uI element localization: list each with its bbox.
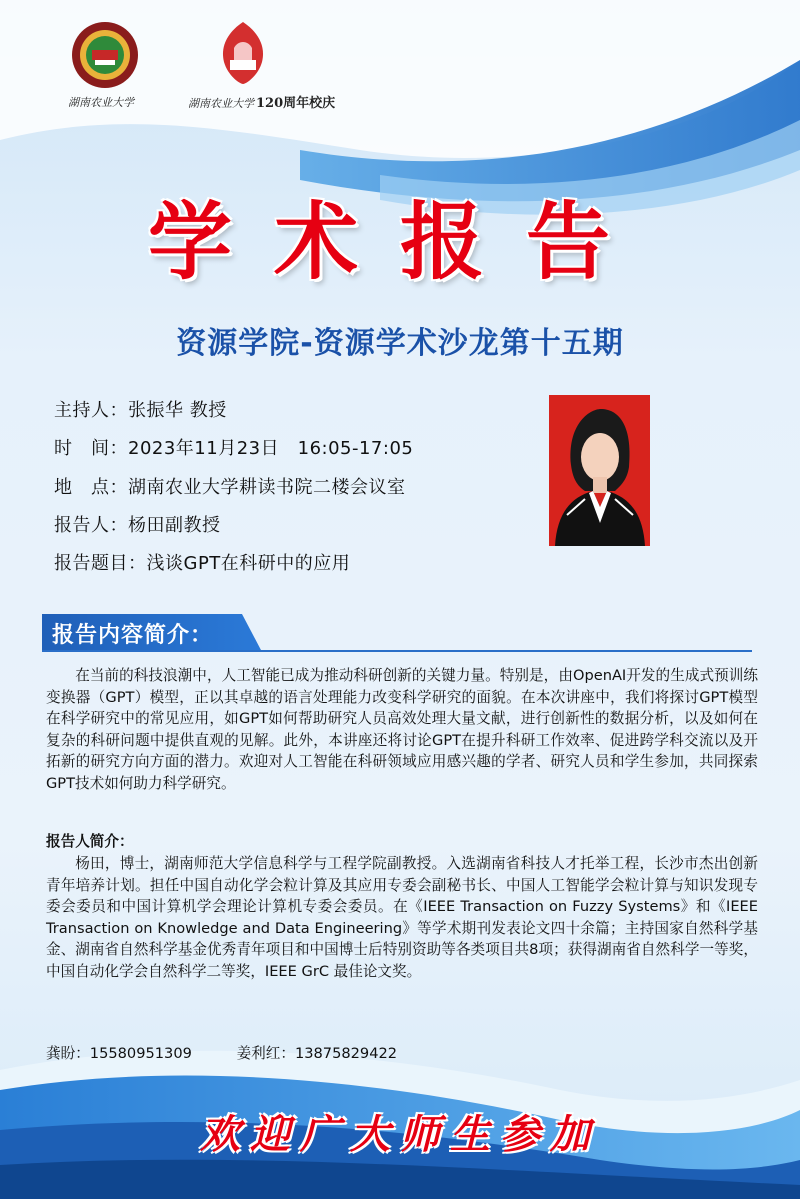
host-line: 主持人：张振华 教授 [54,400,227,421]
logo1-caption: 湖南农业大学 [68,96,134,109]
speaker-line: 报告人：杨田副教授 [54,515,221,536]
topic-line: 报告题目：浅谈GPT在科研中的应用 [54,553,351,574]
anniversary-logo-icon [210,18,276,88]
university-seal-icon [70,20,140,90]
welcome-slogan: 欢迎广大师生参加 [200,1111,600,1158]
logo2-caption-name: 湖南农业大学 [188,97,254,110]
contact-1: 龚盼：15580951309 [46,1045,192,1062]
speaker-photo [549,395,650,546]
section-title: 报告内容简介： [52,623,214,648]
contacts [46,1042,437,1063]
contact-2: 姜利红：13875829422 [236,1045,398,1062]
bio-paragraph: 杨田，博士，湖南师范大学信息科学与工程学院副教授。入选湖南省科技人才托举工程，长沙市杰出创新青年培养计划。担任中国自动化学会粒计算及其应用专委会副秘书长、中国人工智能学会粒计算与知识发现专委会委员和中国计算机学会理论计算机专委会委员。在《IEEE Transaction on Fuzzy Systems》和《IEEE Transaction on Knowledge and Data Engineering》等学术期刊发表论文四十余篇；主持国家自然科学基金、湖南省自然科学基金优秀青年项目和中国博士后特别资助等各类项目共8项；获得湖南省自然科学一等奖，中国自动化学会自然科学二等奖，IEEE GrC 最佳论文奖。 [46,855,758,980]
place-line: 地 点：湖南农业大学耕读书院二楼会议室 [54,477,406,498]
main-title: 学术报告 [147,192,652,291]
anniversary-label: 120周年校庆 [256,96,336,111]
section-divider [42,650,752,652]
logo2-caption [188,92,335,111]
bio-heading: 报告人简介： [46,833,134,850]
time-line: 时 间：2023年11月23日 16:05-17:05 [54,438,414,459]
abstract-paragraph: 在当前的科技浪潮中，人工智能已成为推动科研创新的关键力量。特别是，由OpenAI开发的生成式预训练变换器（GPT）模型，正以其卓越的语言处理能力改变科学研究的面貌。在本次讲座中，我们将探讨GPT模型在科学研究中的常见应用，如GPT如何帮助研究人员高效处理大量文献，进行创新性的数据分析，以及如何在复杂的科研问题中提供直观的见解。此外，本讲座还将讨论GPT在提升科研工作效率、促进跨学科交流以及开拓新的研究方向方面的潜力。欢迎对人工智能在科研领域应用感兴趣的学者、研究人员和学生参加，共同探索GPT技术如何助力科学研究。 [46,667,758,792]
subtitle: 资源学院-资源学术沙龙第十五期 [176,326,624,361]
